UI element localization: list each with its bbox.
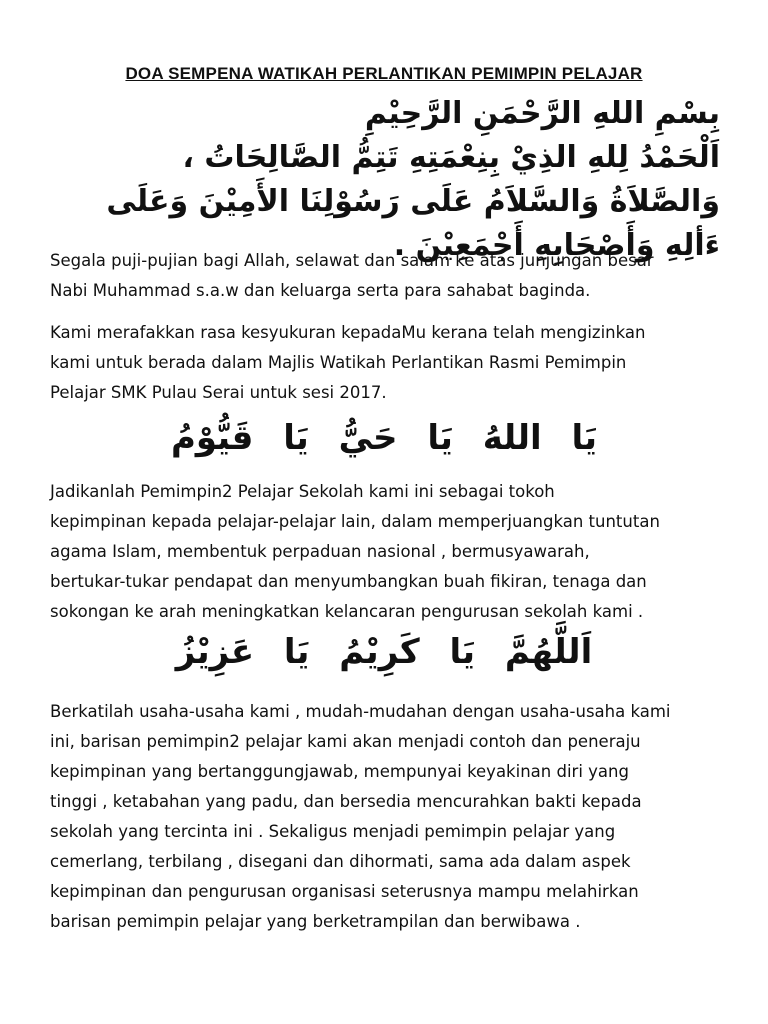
text-line: agama Islam, membentuk perpaduan nasional , bermusyawarah, <box>50 542 590 561</box>
text-line: kepimpinan kepada pelajar-pelajar lain, dalam memperjuangkan tuntutan <box>50 512 660 531</box>
text-line: sekolah yang tercinta ini . Sekaligus menjadi pemimpin pelajar yang <box>50 822 616 841</box>
text-line: ini, barisan pemimpin2 pelajar kami akan menjadi contoh dan peneraju <box>50 732 641 751</box>
text-line: bertukar-tukar pendapat dan menyumbangkan buah fikiran, tenaga dan <box>50 572 647 591</box>
text-line: barisan pemimpin pelajar yang berketrampilan dan berwibawa . <box>50 912 581 931</box>
opening-arabic-prayer <box>40 92 720 268</box>
invocation-ya-allah: يَا اللهُ يَا حَيُّ يَا قَيُّوْمُ <box>171 418 597 458</box>
text-line: Pelajar SMK Pulau Serai untuk sesi 2017. <box>50 383 387 402</box>
text-line: Segala puji-pujian bagi Allah, selawat dan salam ke atas junjungan besar <box>50 251 654 270</box>
text-line: Jadikanlah Pemimpin2 Pelajar Sekolah kami ini sebagai tokoh <box>50 482 555 501</box>
document-title: DOA SEMPENA WATIKAH PERLANTIKAN PEMIMPIN PELAJAR <box>125 64 643 83</box>
text-line: Berkatilah usaha-usaha kami , mudah-mudahan dengan usaha-usaha kami <box>50 702 671 721</box>
paragraph-praise <box>50 246 730 306</box>
invocation-allahumma: اَللَّهُمَّ يَا كَرِيْمُ يَا عَزِيْزُ <box>175 632 593 672</box>
arabic-line: بِسْمِ اللهِ الرَّحْمَنِ الرَّحِيْمِ <box>364 96 720 131</box>
paragraph-leadership <box>50 477 730 627</box>
text-line: kepimpinan dan pengurusan organisasi seterusnya mampu melahirkan <box>50 882 639 901</box>
text-line: kepimpinan yang bertanggungjawab, mempunyai keyakinan diri yang <box>50 762 629 781</box>
paragraph-blessing <box>50 697 730 937</box>
arabic-line: وَالصَّلاَةُ وَالسَّلاَمُ عَلَى رَسُوْلِنَا الأَمِيْنَ وَعَلَى <box>106 184 720 219</box>
arabic-line: اَلْحَمْدُ لِلهِ الذِيْ بِنِعْمَتِهِ تَتِمُّ الصَّالِحَاتُ ، <box>182 140 720 175</box>
paragraph-gratitude <box>50 318 730 408</box>
text-line: tinggi , ketabahan yang padu, dan bersedia mencurahkan bakti kepada <box>50 792 642 811</box>
text-line: cemerlang, terbilang , disegani dan dihormati, sama ada dalam aspek <box>50 852 631 871</box>
text-line: Nabi Muhammad s.a.w dan keluarga serta para sahabat baginda. <box>50 281 591 300</box>
text-line: Kami merafakkan rasa kesyukuran kepadaMu kerana telah mengizinkan <box>50 323 646 342</box>
arabic-line: ءَألِهِ وَأَصْحَابِهِ أَجْمَعِيْنَ . <box>393 228 720 263</box>
text-line: sokongan ke arah meningkatkan kelancaran pengurusan sekolah kami . <box>50 602 644 621</box>
text-line: kami untuk berada dalam Majlis Watikah Perlantikan Rasmi Pemimpin <box>50 353 627 372</box>
